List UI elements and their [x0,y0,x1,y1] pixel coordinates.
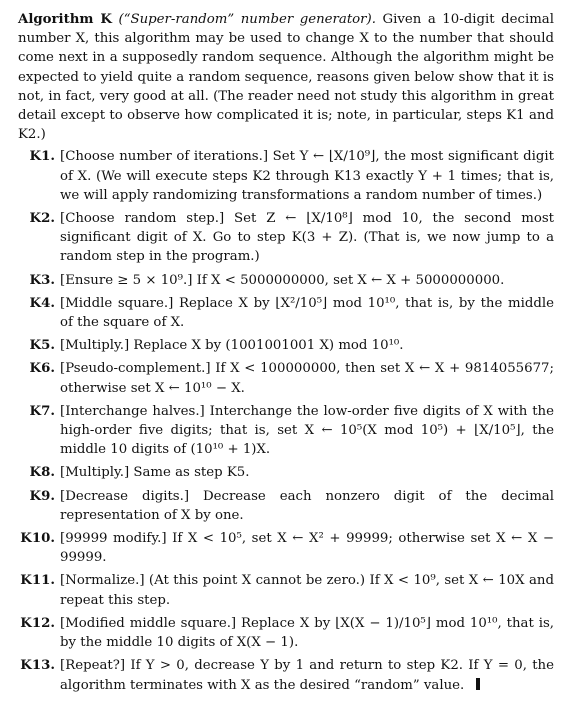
step-label: K13. [20,658,55,674]
step-text-wrap [60,656,554,694]
algorithm-intro [18,10,554,144]
step-text: [Choose number of iterations.] Set Y ← ⌊X/10⁹⌋, the most significant digit of X. (We will execute steps K2 through K13 exactly Y + 1 times; that is, we will apply randomizing transformations a random number of times.) [60,149,554,203]
step-label: K12. [20,615,55,631]
algorithm-steps [18,147,554,694]
step-text: [Modified middle square.] Replace X by ⌊X(X − 1)/10⁵⌋ mod 10¹⁰, that is, by the middle 10 digits of X(X − 1). [60,615,554,651]
algorithm-name: Algorithm K [18,12,112,27]
algorithm-description: Given a 10-digit decimal number X, this algorithm may be used to change X to the number that should come next in a supposedly random sequence. Although the algorithm might be expected to yield quite a random sequence, reasons given below show that it is not, in fact, very good at all. (The reader need not study this algorithm in great detail except to observe how complicated it is; note, in particular, steps K1 and K2.) [18,12,554,143]
step-text: [Pseudo-complement.] If X < 100000000, then set X ← X + 9814055677; otherwise set X ← 10¹⁰ − X. [60,361,554,396]
step-text: [Multiply.] Replace X by (1001001001 X) mod 10¹⁰. [60,338,404,354]
end-of-algorithm-icon [476,678,480,690]
step-label: K6. [29,361,55,377]
step-label: K1. [29,149,55,165]
step-k1 [18,147,554,205]
step-k6 [18,359,554,397]
step-text: [Multiply.] Same as step K5. [60,465,250,481]
step-k7 [18,402,554,460]
step-k5 [18,336,554,355]
algorithm-subtitle: (“Super-random” number generator). [118,12,376,27]
step-k3 [18,271,554,290]
step-text: [Repeat?] If Y > 0, decrease Y by 1 and return to step K2. If Y = 0, the algorithm terminates with X as the desired “random” value. [60,658,554,693]
step-label: K7. [29,403,55,419]
step-label: K3. [29,272,55,288]
step-text: [Interchange halves.] Interchange the low-order five digits of X with the high-order five digits; that is, set X ← 10⁵(X mod 10⁵) + ⌊X/10⁵⌋, the middle 10 digits of (10¹⁰ + 1)X. [60,403,554,458]
step-label: K4. [29,295,55,311]
step-k13 [18,656,554,694]
step-text: [Decrease digits.] Decrease each nonzero digit of the decimal representation of X by one. [60,488,554,523]
step-label: K2. [29,211,55,227]
step-text: [Ensure ≥ 5 × 10⁹.] If X < 5000000000, set X ← X + 5000000000. [60,272,505,288]
step-text: [Normalize.] (At this point X cannot be zero.) If X < 10⁹, set X ← 10X and repeat this step. [60,573,554,608]
step-text: [99999 modify.] If X < 10⁵, set X ← X² + 99999; otherwise set X ← X − 99999. [60,531,554,566]
step-label: K11. [20,573,55,589]
step-k9 [18,487,554,525]
step-text: [Choose random step.] Set Z ← ⌊X/10⁸⌋ mod 10, the second most significant digit of X. Go to step K(3 + Z). (That is, we now jump to a random step in the program.) [60,211,554,265]
step-k8 [18,463,554,482]
step-label: K10. [20,531,55,547]
step-text: [Middle square.] Replace X by ⌊X²/10⁵⌋ mod 10¹⁰, that is, by the middle of the square of X. [60,295,554,331]
step-k10 [18,529,554,567]
step-label: K9. [29,488,55,504]
step-k2 [18,209,554,267]
step-k4 [18,294,554,332]
step-label: K8. [29,465,55,481]
step-label: K5. [29,338,55,354]
step-k12 [18,614,554,652]
step-k11 [18,571,554,609]
